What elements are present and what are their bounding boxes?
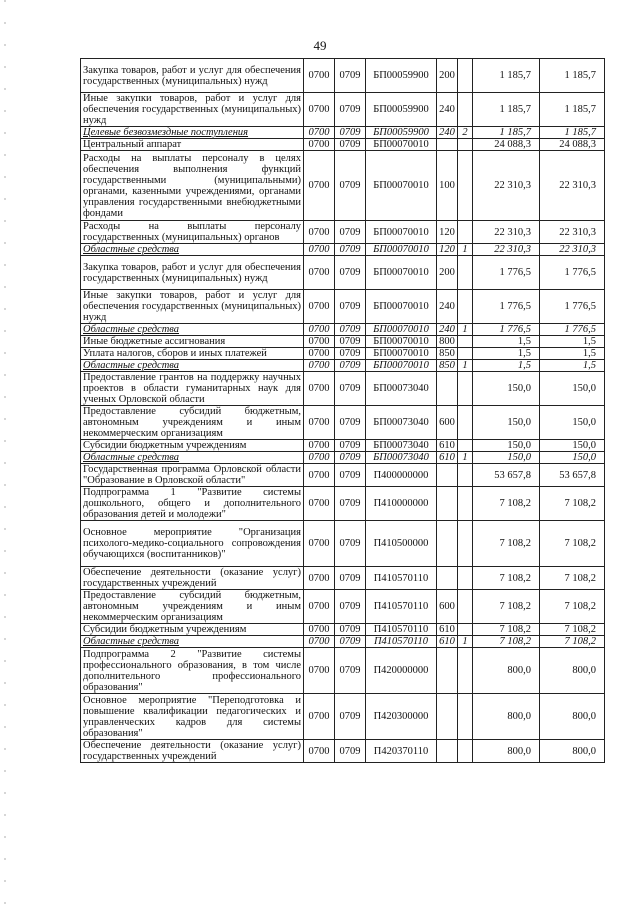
row-expense-type: 610 [437, 636, 458, 648]
row-section: 0700 [304, 521, 335, 567]
row-source-code [458, 93, 473, 127]
row-target-article: БП00070010 [366, 151, 437, 221]
row-subsection: 0709 [335, 624, 366, 636]
row-amount-1: 1 185,7 [473, 93, 540, 127]
row-name: Иные закупки товаров, работ и услуг для обеспечения государственных (муниципальных) нужд [81, 93, 304, 127]
row-subsection: 0709 [335, 648, 366, 694]
row-target-article: П410570110 [366, 590, 437, 624]
row-amount-2: 7 108,2 [540, 636, 605, 648]
row-section: 0700 [304, 406, 335, 440]
row-target-article: БП00070010 [366, 290, 437, 324]
row-expense-type: 120 [437, 221, 458, 244]
row-amount-2: 22 310,3 [540, 244, 605, 256]
table-row [81, 464, 605, 487]
row-section: 0700 [304, 93, 335, 127]
row-amount-1: 800,0 [473, 694, 540, 740]
row-amount-1: 150,0 [473, 372, 540, 406]
table-row [81, 348, 605, 360]
row-amount-1: 150,0 [473, 440, 540, 452]
row-name: Основное мероприятие "Организация психолого-медико-социального сопровождения обучающихся (воспитанников)" [81, 521, 304, 567]
row-target-article: П410000000 [366, 487, 437, 521]
row-amount-2: 1,5 [540, 360, 605, 372]
table-row [81, 324, 605, 336]
row-expense-type: 800 [437, 336, 458, 348]
row-amount-2: 1,5 [540, 348, 605, 360]
row-source-code: 2 [458, 127, 473, 139]
row-name: Закупка товаров, работ и услуг для обеспечения государственных (муниципальных) нужд [81, 256, 304, 290]
row-amount-1: 22 310,3 [473, 221, 540, 244]
table-row [81, 372, 605, 406]
row-amount-2: 800,0 [540, 648, 605, 694]
row-subsection: 0709 [335, 324, 366, 336]
table-row [81, 221, 605, 244]
row-amount-2: 24 088,3 [540, 139, 605, 151]
row-source-code: 1 [458, 636, 473, 648]
row-name: Целевые безвозмездные поступления [81, 127, 304, 139]
row-subsection: 0709 [335, 452, 366, 464]
row-amount-1: 22 310,3 [473, 151, 540, 221]
row-source-code [458, 372, 473, 406]
row-amount-1: 7 108,2 [473, 590, 540, 624]
binding-marks [4, 0, 6, 905]
row-section: 0700 [304, 624, 335, 636]
table-row [81, 624, 605, 636]
row-amount-2: 150,0 [540, 440, 605, 452]
row-amount-1: 1 776,5 [473, 290, 540, 324]
row-source-code [458, 648, 473, 694]
row-amount-1: 1,5 [473, 348, 540, 360]
row-section: 0700 [304, 452, 335, 464]
row-section: 0700 [304, 464, 335, 487]
row-name: Подпрограмма 2 "Развитие системы профессионального образования, в том числе дополнительного профессионального образования" [81, 648, 304, 694]
row-target-article: БП00070010 [366, 324, 437, 336]
row-amount-1: 7 108,2 [473, 636, 540, 648]
row-source-code [458, 567, 473, 590]
row-name: Иные бюджетные ассигнования [81, 336, 304, 348]
row-expense-type: 100 [437, 151, 458, 221]
table-row [81, 648, 605, 694]
row-target-article: П410500000 [366, 521, 437, 567]
row-subsection: 0709 [335, 406, 366, 440]
row-target-article: БП00059900 [366, 59, 437, 93]
row-target-article: П420300000 [366, 694, 437, 740]
row-subsection: 0709 [335, 636, 366, 648]
row-source-code [458, 290, 473, 324]
row-amount-2: 22 310,3 [540, 151, 605, 221]
row-source-code [458, 256, 473, 290]
row-target-article: БП00059900 [366, 93, 437, 127]
row-target-article: П410570110 [366, 636, 437, 648]
row-section: 0700 [304, 244, 335, 256]
row-target-article: П410570110 [366, 624, 437, 636]
row-amount-2: 1,5 [540, 336, 605, 348]
row-name: Основное мероприятие "Переподготовка и повышение квалификации педагогических и управленческих кадров для системы образования" [81, 694, 304, 740]
row-target-article: БП00073040 [366, 372, 437, 406]
table-row [81, 244, 605, 256]
row-subsection: 0709 [335, 694, 366, 740]
row-source-code: 1 [458, 452, 473, 464]
row-subsection: 0709 [335, 336, 366, 348]
row-amount-2: 800,0 [540, 740, 605, 763]
row-amount-1: 22 310,3 [473, 244, 540, 256]
row-section: 0700 [304, 336, 335, 348]
row-amount-1: 7 108,2 [473, 624, 540, 636]
row-target-article: БП00070010 [366, 336, 437, 348]
row-subsection: 0709 [335, 244, 366, 256]
row-subsection: 0709 [335, 93, 366, 127]
row-expense-type: 600 [437, 406, 458, 440]
row-amount-2: 1 776,5 [540, 290, 605, 324]
row-name: Закупка товаров, работ и услуг для обеспечения государственных (муниципальных) нужд [81, 59, 304, 93]
row-subsection: 0709 [335, 151, 366, 221]
row-name: Областные средства [81, 452, 304, 464]
row-expense-type: 610 [437, 440, 458, 452]
row-target-article: БП00070010 [366, 139, 437, 151]
row-target-article: БП00070010 [366, 221, 437, 244]
row-subsection: 0709 [335, 290, 366, 324]
row-section: 0700 [304, 567, 335, 590]
table-row [81, 740, 605, 763]
row-amount-1: 24 088,3 [473, 139, 540, 151]
row-expense-type: 240 [437, 290, 458, 324]
row-source-code [458, 151, 473, 221]
row-source-code [458, 590, 473, 624]
row-name: Государственная программа Орловской области "Образование в Орловской области" [81, 464, 304, 487]
row-target-article: БП00073040 [366, 406, 437, 440]
row-source-code [458, 139, 473, 151]
table-row [81, 256, 605, 290]
row-section: 0700 [304, 648, 335, 694]
row-amount-2: 1 185,7 [540, 93, 605, 127]
row-source-code [458, 59, 473, 93]
row-name: Иные закупки товаров, работ и услуг для обеспечения государственных (муниципальных) нужд [81, 290, 304, 324]
row-amount-1: 1 776,5 [473, 256, 540, 290]
row-section: 0700 [304, 221, 335, 244]
row-name: Подпрограмма 1 "Развитие системы дошкольного, общего и дополнительного образования детей и молодежи" [81, 487, 304, 521]
row-source-code [458, 348, 473, 360]
row-name: Субсидии бюджетным учреждениям [81, 624, 304, 636]
table-row [81, 452, 605, 464]
row-target-article: БП00073040 [366, 452, 437, 464]
budget-table [80, 58, 605, 763]
row-name: Обеспечение деятельности (оказание услуг) государственных учреждений [81, 567, 304, 590]
row-amount-2: 22 310,3 [540, 221, 605, 244]
row-target-article: П420000000 [366, 648, 437, 694]
row-expense-type [437, 487, 458, 521]
row-expense-type [437, 694, 458, 740]
row-expense-type: 240 [437, 93, 458, 127]
row-expense-type: 850 [437, 348, 458, 360]
row-section: 0700 [304, 360, 335, 372]
row-section: 0700 [304, 372, 335, 406]
row-target-article: БП00073040 [366, 440, 437, 452]
row-amount-1: 7 108,2 [473, 567, 540, 590]
row-amount-1: 800,0 [473, 740, 540, 763]
row-expense-type [437, 567, 458, 590]
row-name: Предоставление субсидий бюджетным, автономным учреждениям и иным некоммерческим организациям [81, 406, 304, 440]
row-name: Уплата налогов, сборов и иных платежей [81, 348, 304, 360]
row-amount-2: 7 108,2 [540, 590, 605, 624]
row-section: 0700 [304, 324, 335, 336]
row-source-code: 1 [458, 360, 473, 372]
table-row [81, 567, 605, 590]
row-amount-2: 7 108,2 [540, 624, 605, 636]
row-amount-2: 7 108,2 [540, 521, 605, 567]
row-source-code [458, 487, 473, 521]
row-amount-2: 150,0 [540, 372, 605, 406]
row-amount-1: 1 776,5 [473, 324, 540, 336]
row-expense-type [437, 139, 458, 151]
row-expense-type: 850 [437, 360, 458, 372]
row-subsection: 0709 [335, 372, 366, 406]
table-row [81, 139, 605, 151]
row-expense-type: 600 [437, 590, 458, 624]
row-subsection: 0709 [335, 127, 366, 139]
row-subsection: 0709 [335, 256, 366, 290]
row-amount-2: 53 657,8 [540, 464, 605, 487]
row-target-article: П400000000 [366, 464, 437, 487]
row-amount-1: 1,5 [473, 360, 540, 372]
row-expense-type: 240 [437, 127, 458, 139]
row-source-code [458, 624, 473, 636]
row-amount-1: 53 657,8 [473, 464, 540, 487]
row-target-article: БП00059900 [366, 127, 437, 139]
row-subsection: 0709 [335, 590, 366, 624]
row-section: 0700 [304, 348, 335, 360]
row-expense-type [437, 521, 458, 567]
row-amount-1: 150,0 [473, 406, 540, 440]
row-subsection: 0709 [335, 487, 366, 521]
row-name: Областные средства [81, 244, 304, 256]
row-source-code [458, 521, 473, 567]
row-source-code [458, 464, 473, 487]
row-section: 0700 [304, 694, 335, 740]
row-subsection: 0709 [335, 139, 366, 151]
row-amount-2: 1 776,5 [540, 324, 605, 336]
row-name: Областные средства [81, 324, 304, 336]
row-amount-2: 150,0 [540, 406, 605, 440]
row-expense-type: 240 [437, 324, 458, 336]
row-name: Областные средства [81, 636, 304, 648]
row-subsection: 0709 [335, 348, 366, 360]
row-amount-2: 7 108,2 [540, 567, 605, 590]
row-target-article: БП00070010 [366, 244, 437, 256]
row-expense-type [437, 372, 458, 406]
row-amount-1: 7 108,2 [473, 487, 540, 521]
row-amount-1: 800,0 [473, 648, 540, 694]
row-name: Расходы на выплаты персоналу в целях обеспечения выполнения функций государственными (муниципальными) органами, казенными учреждениями, органами управления государственными внебюджетными фондами [81, 151, 304, 221]
row-expense-type: 200 [437, 256, 458, 290]
row-name: Субсидии бюджетным учреждениям [81, 440, 304, 452]
row-amount-2: 800,0 [540, 694, 605, 740]
row-section: 0700 [304, 740, 335, 763]
row-expense-type [437, 464, 458, 487]
row-section: 0700 [304, 590, 335, 624]
row-subsection: 0709 [335, 221, 366, 244]
table-row [81, 336, 605, 348]
row-target-article: П420370110 [366, 740, 437, 763]
row-expense-type: 610 [437, 624, 458, 636]
row-target-article: БП00070010 [366, 360, 437, 372]
row-name: Предоставление субсидий бюджетным, автономным учреждениям и иным некоммерческим организациям [81, 590, 304, 624]
row-amount-1: 1,5 [473, 336, 540, 348]
row-section: 0700 [304, 127, 335, 139]
row-source-code [458, 740, 473, 763]
row-subsection: 0709 [335, 567, 366, 590]
row-amount-2: 150,0 [540, 452, 605, 464]
table-row [81, 93, 605, 127]
row-subsection: 0709 [335, 360, 366, 372]
row-section: 0700 [304, 290, 335, 324]
row-name: Центральный аппарат [81, 139, 304, 151]
row-amount-1: 1 185,7 [473, 59, 540, 93]
row-target-article: БП00070010 [366, 348, 437, 360]
table-row [81, 636, 605, 648]
row-expense-type [437, 648, 458, 694]
table-row [81, 590, 605, 624]
row-expense-type [437, 740, 458, 763]
row-amount-2: 1 776,5 [540, 256, 605, 290]
row-amount-1: 150,0 [473, 452, 540, 464]
row-target-article: П410570110 [366, 567, 437, 590]
row-subsection: 0709 [335, 521, 366, 567]
row-expense-type: 120 [437, 244, 458, 256]
row-name: Обеспечение деятельности (оказание услуг) государственных учреждений [81, 740, 304, 763]
row-section: 0700 [304, 139, 335, 151]
row-name: Областные средства [81, 360, 304, 372]
row-target-article: БП00070010 [366, 256, 437, 290]
row-source-code [458, 406, 473, 440]
table-row [81, 127, 605, 139]
table-row [81, 406, 605, 440]
row-source-code [458, 221, 473, 244]
row-source-code: 1 [458, 244, 473, 256]
row-section: 0700 [304, 636, 335, 648]
row-source-code [458, 694, 473, 740]
table-row [81, 521, 605, 567]
row-section: 0700 [304, 59, 335, 93]
table-row [81, 694, 605, 740]
table-row [81, 59, 605, 93]
table-row [81, 290, 605, 324]
table-row [81, 360, 605, 372]
row-section: 0700 [304, 256, 335, 290]
table-body [81, 59, 605, 763]
row-source-code [458, 336, 473, 348]
table-row [81, 440, 605, 452]
row-subsection: 0709 [335, 464, 366, 487]
row-subsection: 0709 [335, 59, 366, 93]
row-source-code [458, 440, 473, 452]
table-row [81, 487, 605, 521]
table-row [81, 151, 605, 221]
row-source-code: 1 [458, 324, 473, 336]
row-section: 0700 [304, 487, 335, 521]
row-expense-type: 610 [437, 452, 458, 464]
row-amount-2: 7 108,2 [540, 487, 605, 521]
row-subsection: 0709 [335, 440, 366, 452]
row-section: 0700 [304, 440, 335, 452]
page-number: 49 [313, 38, 327, 53]
row-subsection: 0709 [335, 740, 366, 763]
row-section: 0700 [304, 151, 335, 221]
row-amount-1: 1 185,7 [473, 127, 540, 139]
row-amount-2: 1 185,7 [540, 59, 605, 93]
row-amount-1: 7 108,2 [473, 521, 540, 567]
row-expense-type: 200 [437, 59, 458, 93]
row-name: Предоставление грантов на поддержку научных проектов в области гуманитарных наук для ученых Орловской области [81, 372, 304, 406]
row-name: Расходы на выплаты персоналу государственных (муниципальных) органов [81, 221, 304, 244]
row-amount-2: 1 185,7 [540, 127, 605, 139]
